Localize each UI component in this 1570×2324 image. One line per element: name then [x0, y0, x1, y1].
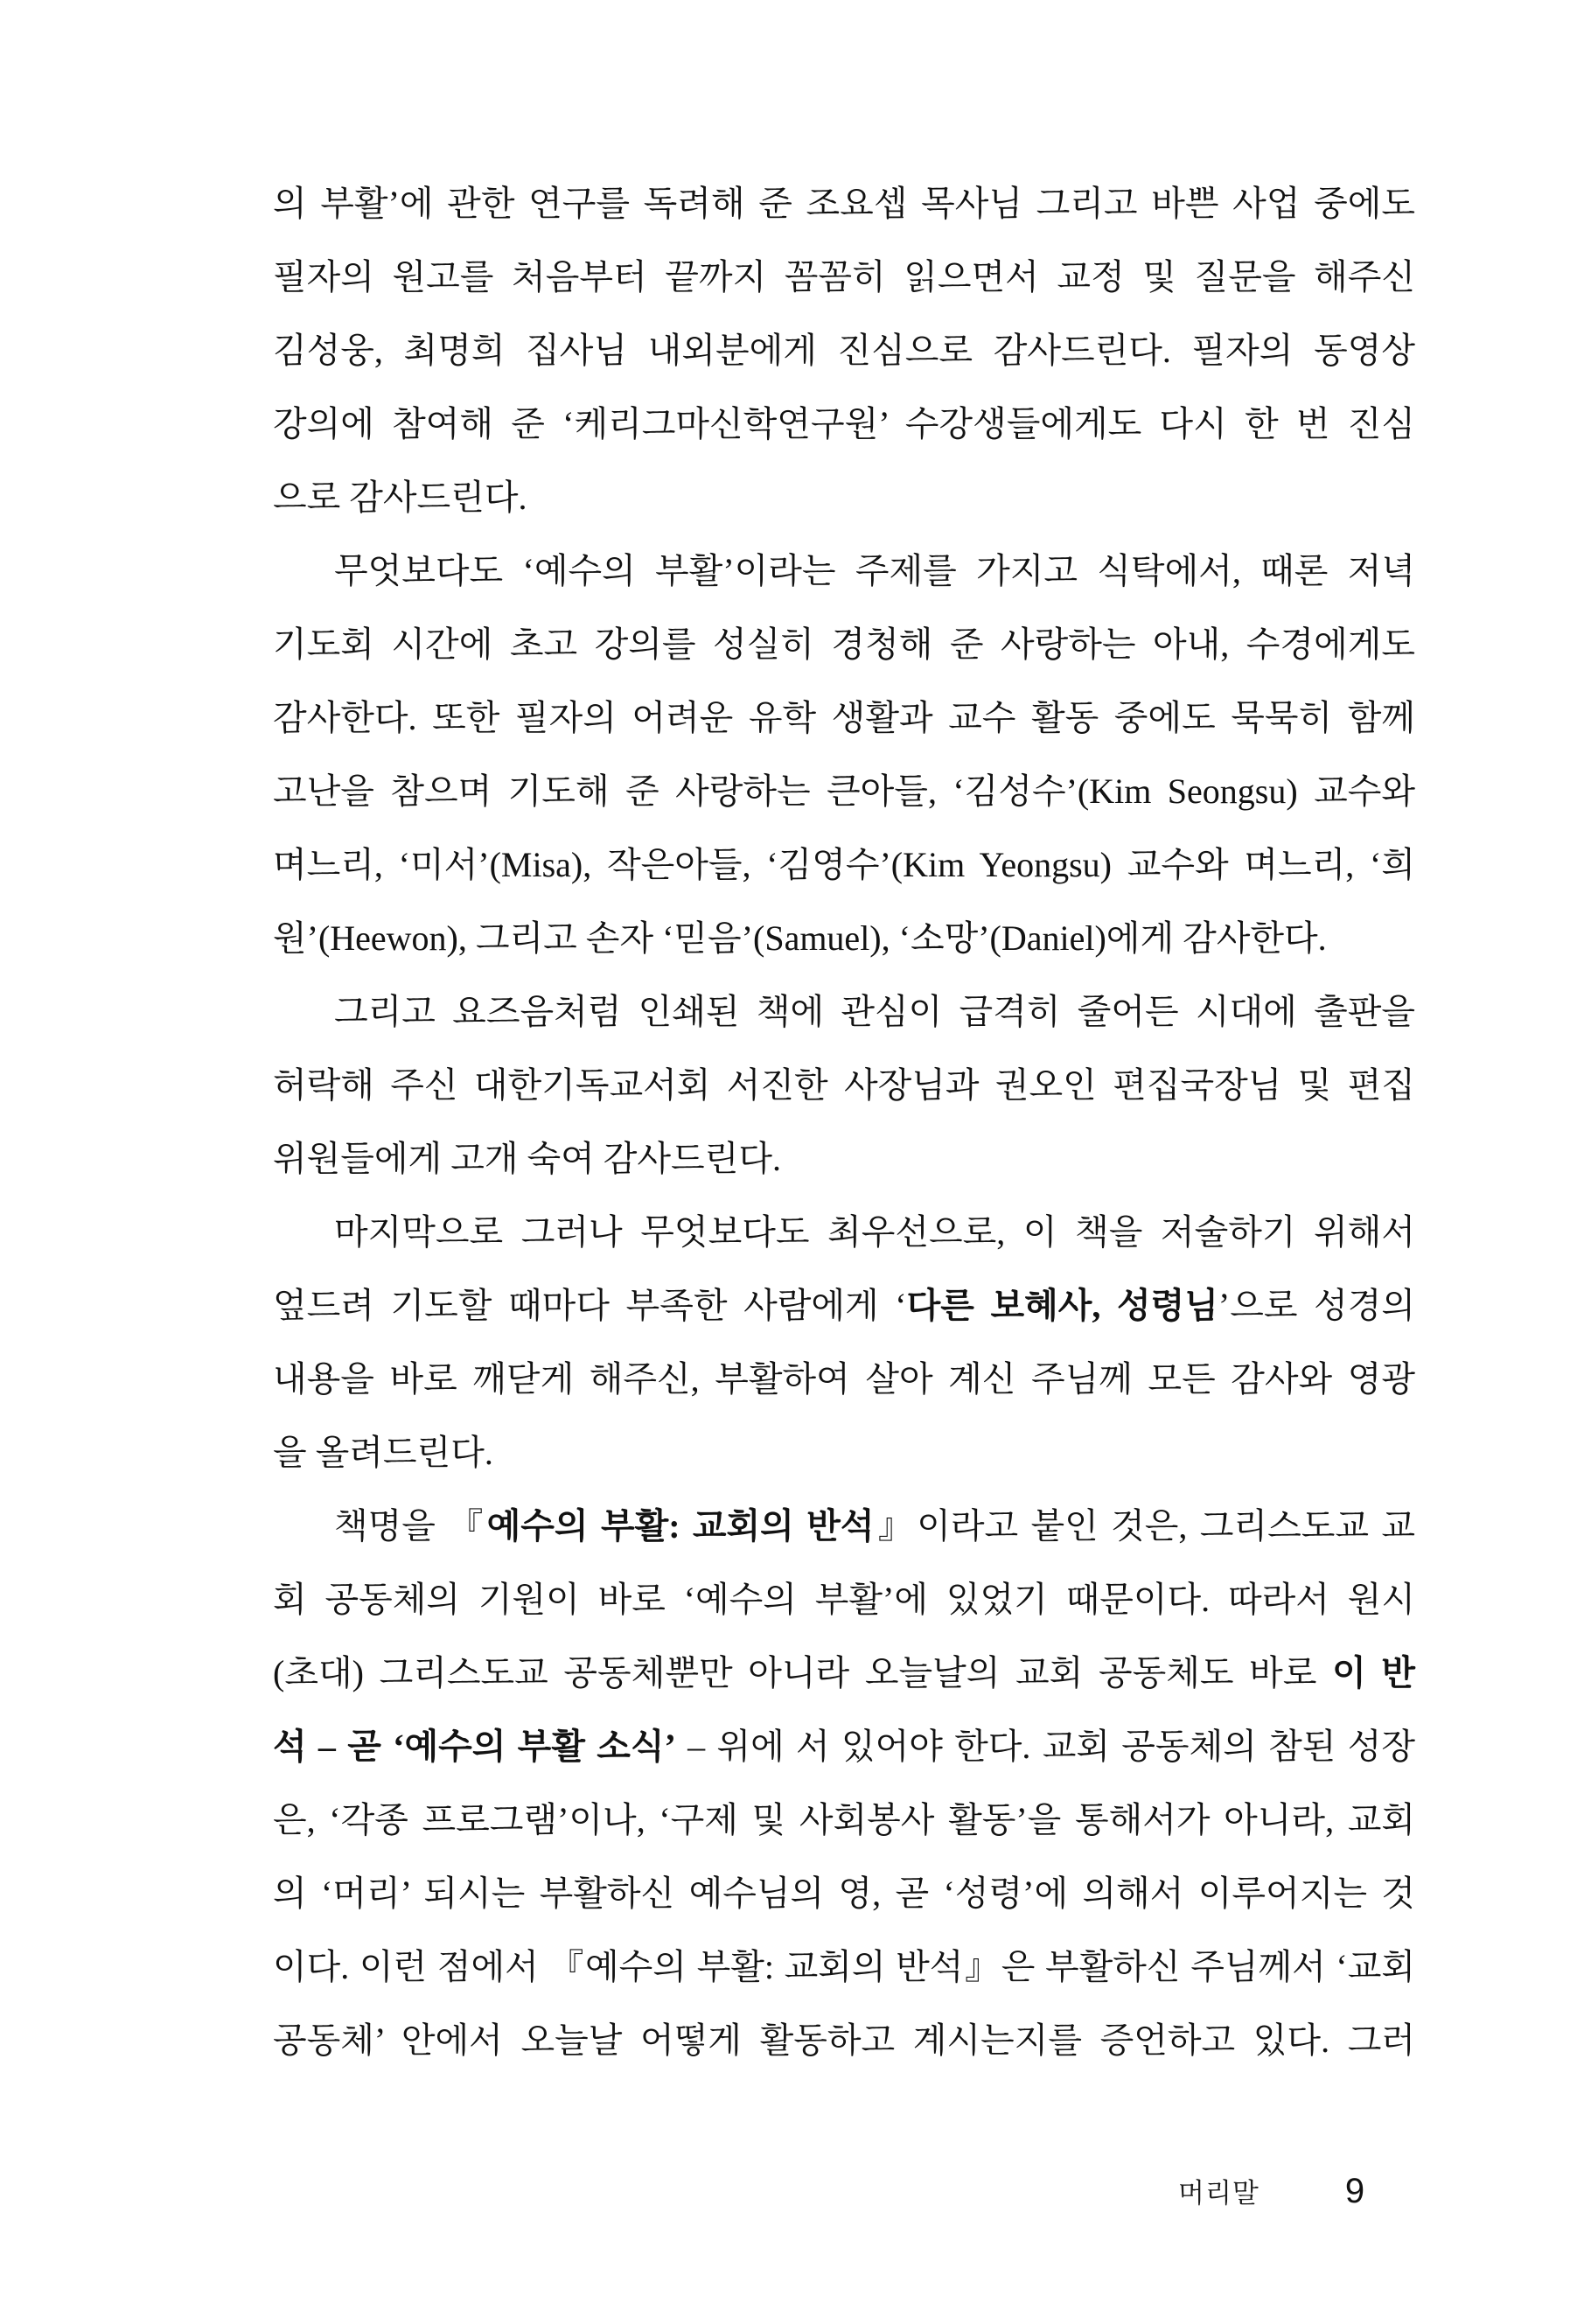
- text-segment: 강의에 참여해 준 ‘케리그마신학연구원’ 수강생들에게도 다시 한 번 진심: [273, 404, 1415, 443]
- text-line: [273, 241, 1415, 314]
- text-line: [273, 1930, 1415, 2004]
- text-segment: 공동체’ 안에서 오늘날 어떻게 활동하고 계시는지를 증언하고 있다. 그러: [273, 2020, 1415, 2060]
- text-segment: 엎드려 기도할 때마다 부족한 사람에게 ‘: [273, 1286, 907, 1325]
- text-line: [273, 1196, 1415, 1269]
- text-segment: 회 공동체의 기원이 바로 ‘예수의 부활’에 있었기 때문이다. 따라서 원시: [273, 1580, 1415, 1619]
- text-segment: ’으로 성경의: [1218, 1286, 1416, 1325]
- text-segment: 의 부활’에 관한 연구를 독려해 준 조요셉 목사님 그리고 바쁜 사업 중에도: [273, 184, 1415, 223]
- text-segment: 그리고 요즈음처럼 인쇄된 책에 관심이 급격히 줄어든 시대에 출판을: [334, 992, 1415, 1031]
- document-body: [273, 167, 1415, 2077]
- bold-text-segment: 이 반: [1332, 1653, 1416, 1692]
- text-segment: 』이라고 붙인 것은, 그리스도교 교: [874, 1506, 1415, 1546]
- text-segment: 원’(Heewon), 그리고 손자 ‘믿음’(Samuel), ‘소망’(Daniel)에게 감사한다.: [273, 918, 1327, 958]
- text-segment: 며느리, ‘미서’(Misa), 작은아들, ‘김영수’(Kim Yeongsu) 교수와 며느리, ‘희: [273, 845, 1415, 884]
- bold-text-segment: 예수의 부활: 교회의 반석: [486, 1506, 875, 1546]
- text-line: [273, 608, 1415, 681]
- text-line: [273, 1783, 1415, 1857]
- text-segment: – 위에 서 있어야 한다. 교회 공동체의 참된 성장: [675, 1727, 1415, 1766]
- text-line: [273, 1857, 1415, 1930]
- text-line: [273, 1122, 1415, 1196]
- text-segment: 무엇보다도 ‘예수의 부활’이라는 주제를 가지고 식탁에서, 때론 저녁: [334, 551, 1415, 590]
- text-segment: 이다. 이런 점에서 『예수의 부활: 교회의 반석』은 부활하신 주님께서 ‘교회: [273, 1947, 1415, 1986]
- text-segment: 김성웅, 최명희 집사님 내외분에게 진심으로 감사드린다. 필자의 동영상: [273, 331, 1415, 370]
- text-segment: 내용을 바로 깨닫게 해주신, 부활하여 살아 계신 주님께 모든 감사와 영광: [273, 1359, 1415, 1399]
- running-head: 머리말: [1178, 2178, 1259, 2209]
- text-segment: 마지막으로 그러나 무엇보다도 최우선으로, 이 책을 저술하기 위해서: [334, 1212, 1415, 1252]
- text-segment: 은, ‘각종 프로그램’이나, ‘구제 및 사회봉사 활동’을 통해서가 아니라, 교회: [273, 1800, 1415, 1839]
- text-segment: (초대) 그리스도교 공동체뿐만 아니라 오늘날의 교회 공동체도 바로: [273, 1653, 1333, 1692]
- text-line: [273, 1269, 1415, 1343]
- text-line: [273, 681, 1415, 755]
- text-segment: 의 ‘머리’ 되시는 부활하신 예수님의 영, 곧 ‘성령’에 의해서 이루어지는 것: [273, 1874, 1415, 1913]
- text-segment: 을 올려드린다.: [273, 1433, 493, 1472]
- text-line: [273, 902, 1415, 975]
- text-line: [273, 387, 1415, 461]
- text-segment: 필자의 원고를 처음부터 끝까지 꼼꼼히 읽으면서 교정 및 질문을 해주신: [273, 257, 1415, 297]
- text-line: [273, 1710, 1415, 1783]
- text-segment: 감사한다. 또한 필자의 어려운 유학 생활과 교수 활동 중에도 묵묵히 함께: [273, 698, 1415, 737]
- text-line: [273, 534, 1415, 608]
- text-segment: 고난을 참으며 기도해 준 사랑하는 큰아들, ‘김성수’(Kim Seongsu) 교수와: [273, 771, 1415, 811]
- page-number: 9: [1344, 2172, 1365, 2210]
- text-line: [273, 1563, 1415, 1637]
- text-line: [273, 1637, 1415, 1710]
- text-line: [273, 461, 1415, 534]
- text-segment: 위원들에게 고개 숙여 감사드린다.: [273, 1139, 781, 1178]
- text-line: [273, 314, 1415, 387]
- text-segment: 허락해 주신 대한기독교서회 서진한 사장님과 권오인 편집국장님 및 편집: [273, 1065, 1415, 1105]
- text-segment: 기도회 시간에 초고 강의를 성실히 경청해 준 사랑하는 아내, 수경에게도: [273, 625, 1415, 664]
- text-line: [273, 755, 1415, 828]
- text-line: [273, 2004, 1415, 2077]
- text-line: [273, 167, 1415, 241]
- text-line: [273, 828, 1415, 902]
- page-footer: [1178, 2171, 1364, 2211]
- bold-text-segment: 다른 보혜사, 성령님: [906, 1286, 1218, 1325]
- text-line: [273, 1049, 1415, 1122]
- text-segment: 으로 감사드린다.: [273, 478, 527, 517]
- text-line: [273, 975, 1415, 1049]
- text-line: [273, 1343, 1415, 1416]
- text-line: [273, 1490, 1415, 1563]
- text-line: [273, 1416, 1415, 1490]
- text-segment: 책명을 『: [334, 1506, 487, 1546]
- bold-text-segment: 석 – 곧 ‘예수의 부활 소식’: [273, 1727, 676, 1766]
